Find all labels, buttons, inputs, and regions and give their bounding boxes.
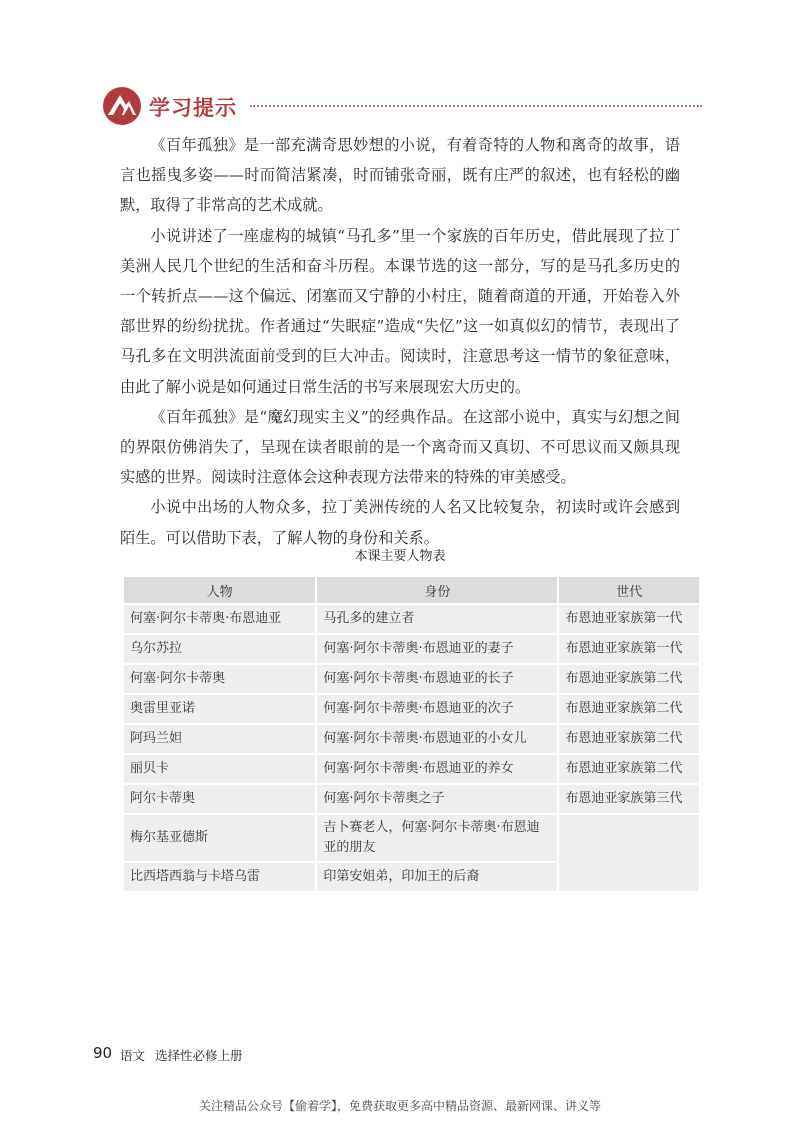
- book-title: [120, 1046, 243, 1064]
- cell-identity: 何塞·阿尔卡蒂奥·布恩迪亚的妻子: [316, 634, 558, 664]
- table-row: [123, 634, 700, 664]
- volume-label: 选择性必修上册: [155, 1048, 243, 1063]
- table-row: [123, 814, 700, 862]
- table-caption: 本课主要人物表: [354, 549, 446, 564]
- cell-identity: 何塞·阿尔卡蒂奥·布恩迪亚的长子: [316, 664, 558, 694]
- cell-person: 阿尔卡蒂奥: [123, 784, 316, 814]
- subject-label: 语文: [120, 1048, 146, 1063]
- cell-generation: 布恩迪亚家族第二代: [558, 724, 700, 754]
- character-table: [122, 575, 701, 893]
- cell-person: 奥雷里亚诺: [123, 694, 316, 724]
- cell-identity: 马孔多的建立者: [316, 604, 558, 634]
- page-number: 90: [93, 1044, 113, 1062]
- watermark-text: 关注精品公众号【偷着学】，免费获取更多高中精品资源、最新网课、讲义等: [198, 1099, 601, 1113]
- cell-identity: 何塞·阿尔卡蒂奥之子: [316, 784, 558, 814]
- table-row: [123, 604, 700, 634]
- cell-generation-empty: [558, 814, 700, 892]
- cell-generation: 布恩迪亚家族第一代: [558, 634, 700, 664]
- paragraph: 小说中出场的人物众多，拉丁美洲传统的人名又比较复杂，初读时或许会感到陌生。可以借助下表，了解人物的身份和关系。: [120, 498, 680, 547]
- cell-person: 何塞·阿尔卡蒂奥·布恩迪亚: [123, 604, 316, 634]
- paragraph: 《百年孤独》是一部充满奇思妙想的小说，有着奇特的人物和离奇的故事，语言也摇曳多姿——时而简洁紧凑，时而铺张奇丽，既有庄严的叙述，也有轻松的幽默，取得了非常高的艺术成就。: [120, 136, 680, 215]
- section-title: 学习提示: [149, 96, 237, 120]
- cell-identity: 吉卜赛老人，何塞·阿尔卡蒂奥·布恩迪亚的朋友: [316, 814, 558, 862]
- cell-generation: 布恩迪亚家族第二代: [558, 754, 700, 784]
- table-row: [123, 664, 700, 694]
- section-header: [102, 86, 702, 126]
- table-row: [123, 784, 700, 814]
- paragraph: 小说讲述了一座虚构的城镇“马孔多”里一个家族的百年历史，借此展现了拉丁美洲人民几个世纪的生活和奋斗历程。本课节选的这一部分，写的是马孔多历史的一个转折点——这个偏远、闭塞而又宁静的小村庄，随着商道的开通，开始卷入外部世界的纷纷扰扰。作者通过“失眠症”造成“失忆”这一如真似幻的情节，表现出了马孔多在文明洪流面前受到的巨大冲击。阅读时，注意思考这一情节的象征意味，由此了解小说是如何通过日常生活的书写来展现宏大历史的。: [120, 226, 680, 396]
- cell-generation: 布恩迪亚家族第三代: [558, 784, 700, 814]
- table-header-row: [123, 576, 700, 604]
- cell-person: 丽贝卡: [123, 754, 316, 784]
- cell-person: 比西塔西翁与卡塔乌雷: [123, 862, 316, 892]
- table-row: [123, 754, 700, 784]
- column-header-person: 人物: [123, 576, 316, 604]
- cell-identity: 何塞·阿尔卡蒂奥·布恩迪亚的小女儿: [316, 724, 558, 754]
- cell-generation: 布恩迪亚家族第二代: [558, 694, 700, 724]
- dotted-rule: [250, 105, 702, 107]
- cell-person: 何塞·阿尔卡蒂奥: [123, 664, 316, 694]
- cell-identity: 何塞·阿尔卡蒂奥·布恩迪亚的养女: [316, 754, 558, 784]
- cell-person: 阿玛兰妲: [123, 724, 316, 754]
- cell-identity: 何塞·阿尔卡蒂奥·布恩迪亚的次子: [316, 694, 558, 724]
- cell-person: 梅尔基亚德斯: [123, 814, 316, 862]
- column-header-identity: 身份: [316, 576, 558, 604]
- cell-identity: 印第安姐弟，印加王的后裔: [316, 862, 558, 892]
- mountain-logo-icon: [102, 86, 142, 126]
- table-row: [123, 694, 700, 724]
- cell-person: 乌尔苏拉: [123, 634, 316, 664]
- column-header-generation: 世代: [558, 576, 700, 604]
- cell-generation: 布恩迪亚家族第二代: [558, 664, 700, 694]
- study-tips-text: [120, 130, 680, 553]
- paragraph: 《百年孤独》是“魔幻现实主义”的经典作品。在这部小说中，真实与幻想之间的界限仿佛消失了，呈现在读者眼前的是一个离奇而又真切、不可思议而又颇具现实感的世界。阅读时注意体会这种表现方法带来的特殊的审美感受。: [120, 407, 680, 487]
- table-row: [123, 724, 700, 754]
- cell-generation: 布恩迪亚家族第一代: [558, 604, 700, 634]
